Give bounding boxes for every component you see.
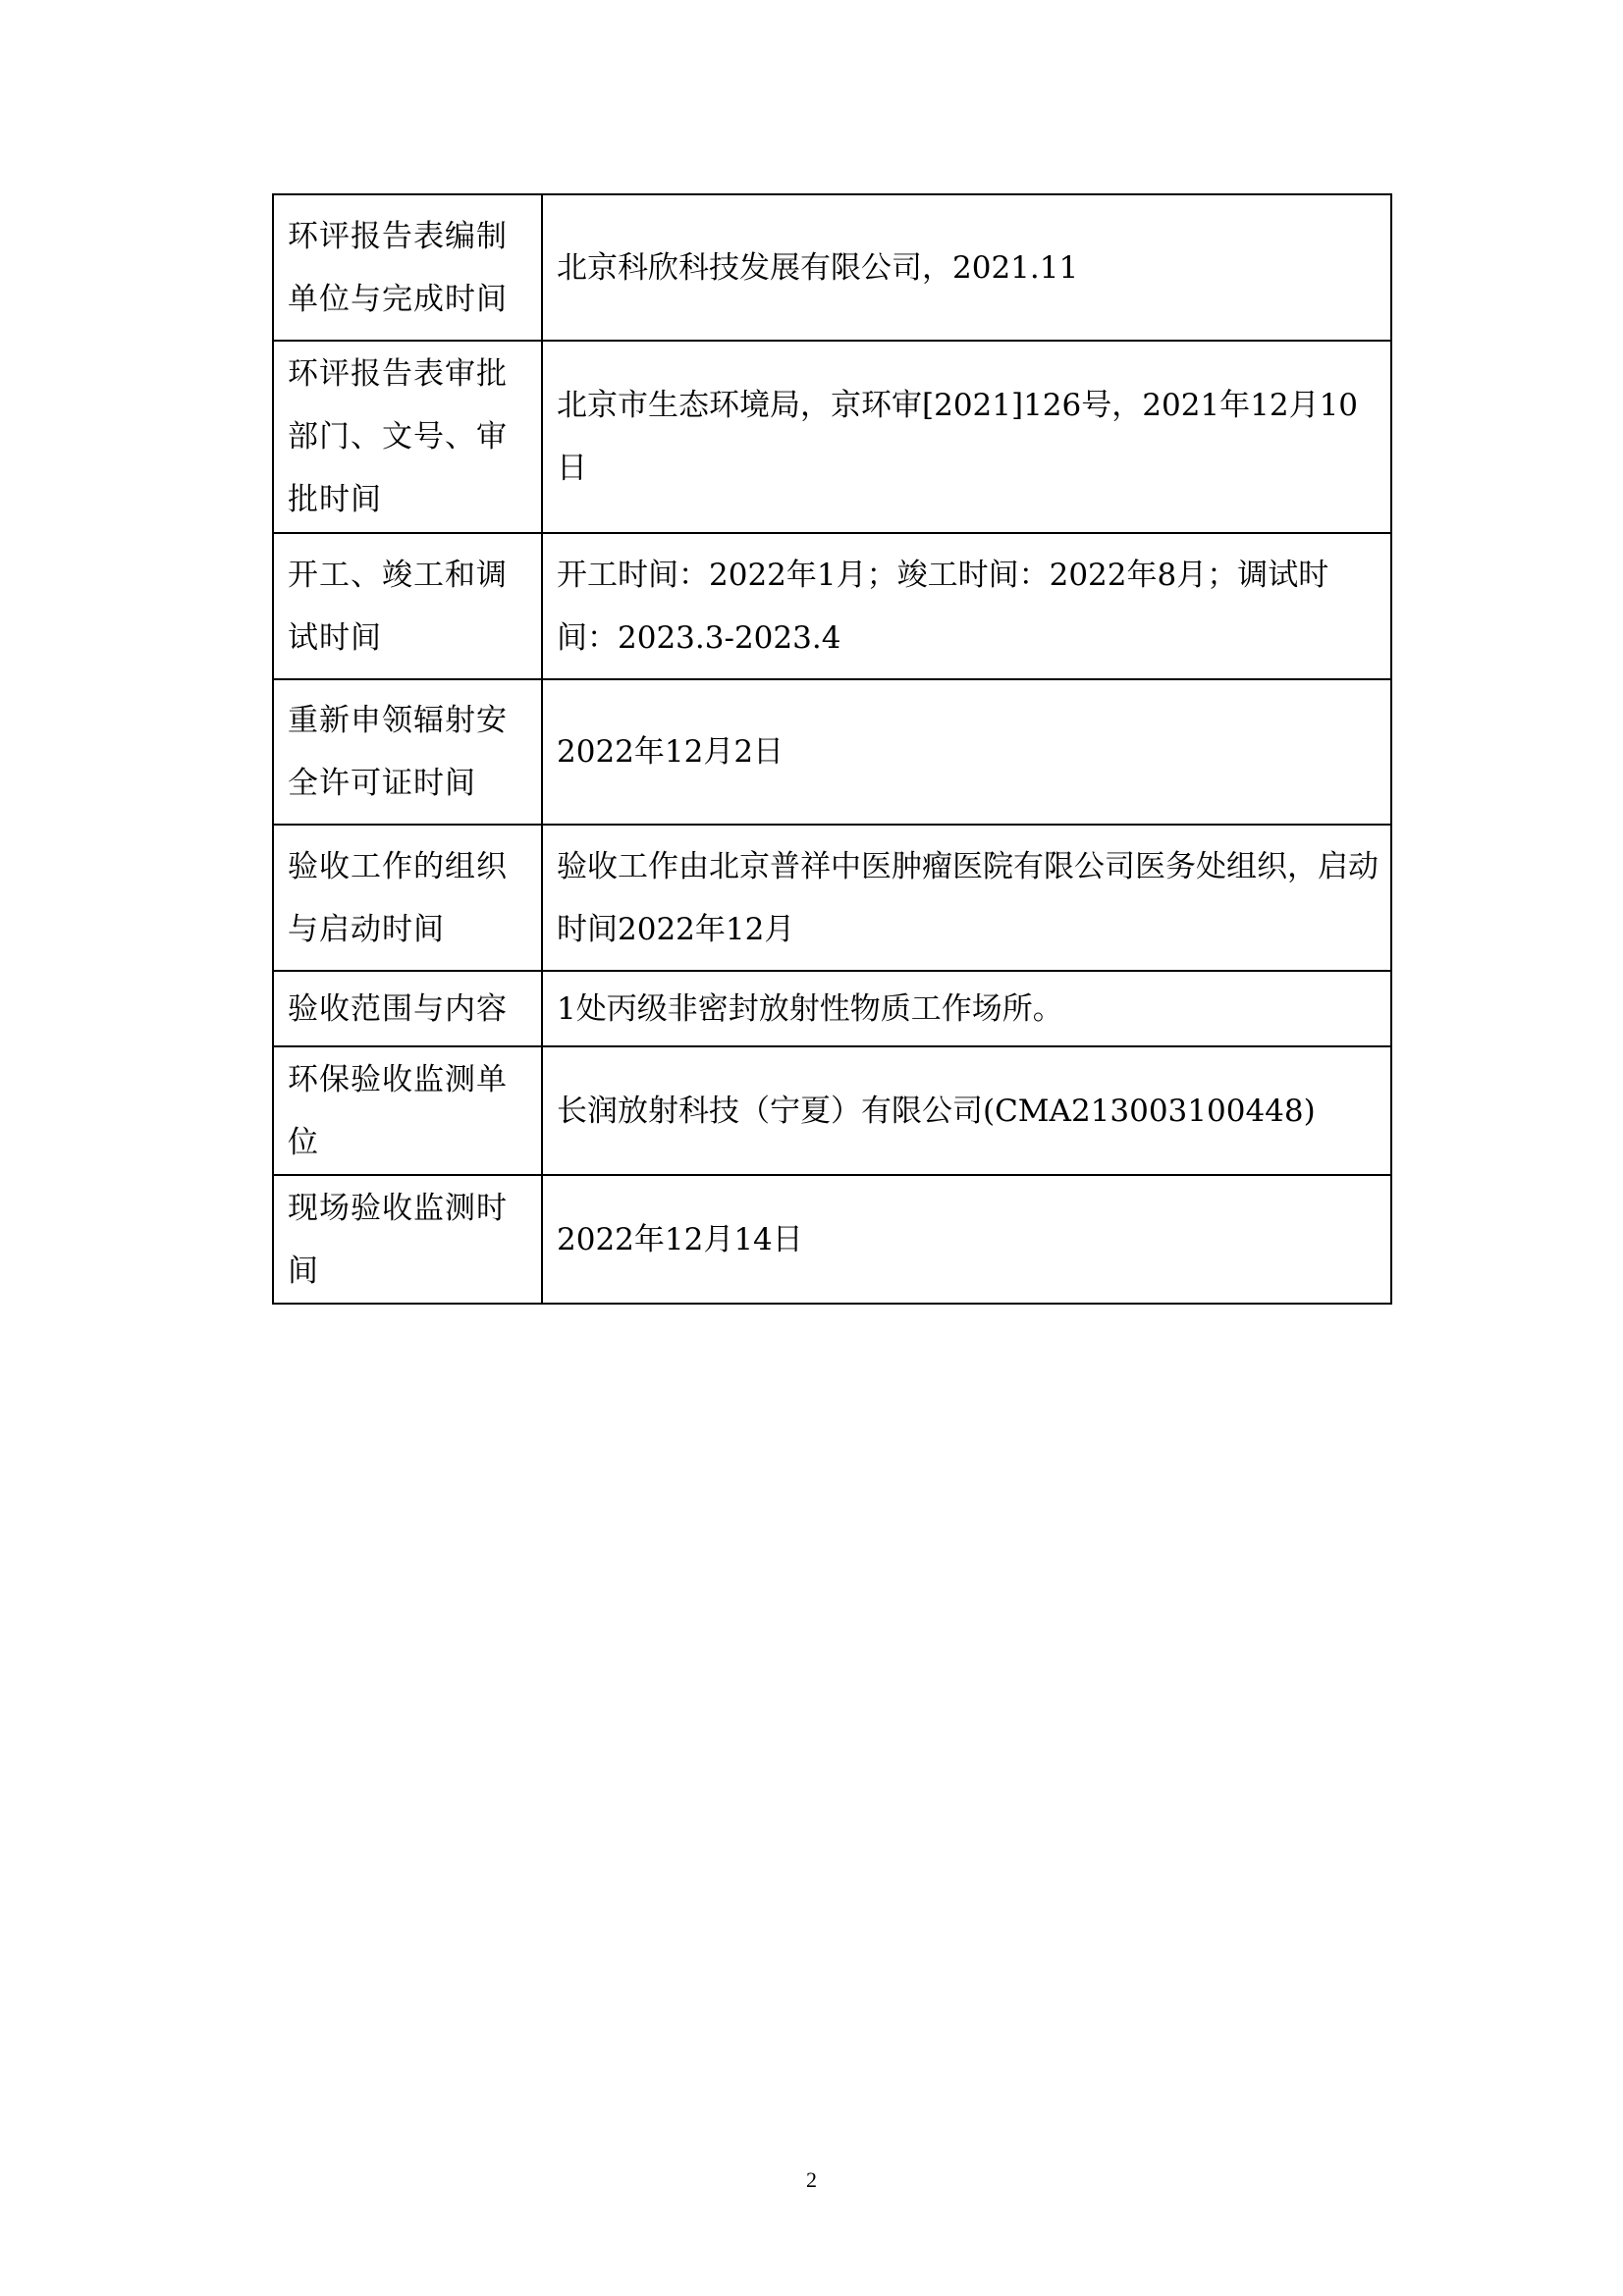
- row-label-report-author: 环评报告表编制单位与完成时间: [273, 194, 542, 341]
- table-row: [273, 1175, 1391, 1304]
- table-row: [273, 679, 1391, 825]
- row-value-license-time: 2022年12月2日: [542, 679, 1391, 825]
- table-row: [273, 194, 1391, 341]
- row-value-scope: 1处丙级非密封放射性物质工作场所。: [542, 971, 1391, 1046]
- row-label-approval: 环评报告表审批部门、文号、审批时间: [273, 341, 542, 533]
- row-value-monitoring-unit: 长润放射科技（宁夏）有限公司(CMA213003100448): [542, 1046, 1391, 1175]
- row-label-monitoring-unit: 环保验收监测单位: [273, 1046, 542, 1175]
- row-value-monitoring-time: 2022年12月14日: [542, 1175, 1391, 1304]
- row-label-organization: 验收工作的组织与启动时间: [273, 825, 542, 971]
- table-row: [273, 971, 1391, 1046]
- row-label-license-time: 重新申领辐射安全许可证时间: [273, 679, 542, 825]
- row-label-monitoring-time: 现场验收监测时间: [273, 1175, 542, 1304]
- row-label-scope: 验收范围与内容: [273, 971, 542, 1046]
- row-label-construction-time: 开工、竣工和调试时间: [273, 533, 542, 679]
- row-value-report-author: 北京科欣科技发展有限公司，2021.11: [542, 194, 1391, 341]
- row-value-approval: 北京市生态环境局，京环审[2021]126号，2021年12月10日: [542, 341, 1391, 533]
- page-number: 2: [806, 2167, 817, 2192]
- row-value-organization: 验收工作由北京普祥中医肿瘤医院有限公司医务处组织，启动时间2022年12月: [542, 825, 1391, 971]
- table-row: [273, 825, 1391, 971]
- row-value-construction-time: 开工时间：2022年1月；竣工时间：2022年8月；调试时间：2023.3-2023.4: [542, 533, 1391, 679]
- table-row: [273, 341, 1391, 533]
- table-row: [273, 533, 1391, 679]
- table-row: [273, 1046, 1391, 1175]
- acceptance-info-table: [272, 193, 1392, 1305]
